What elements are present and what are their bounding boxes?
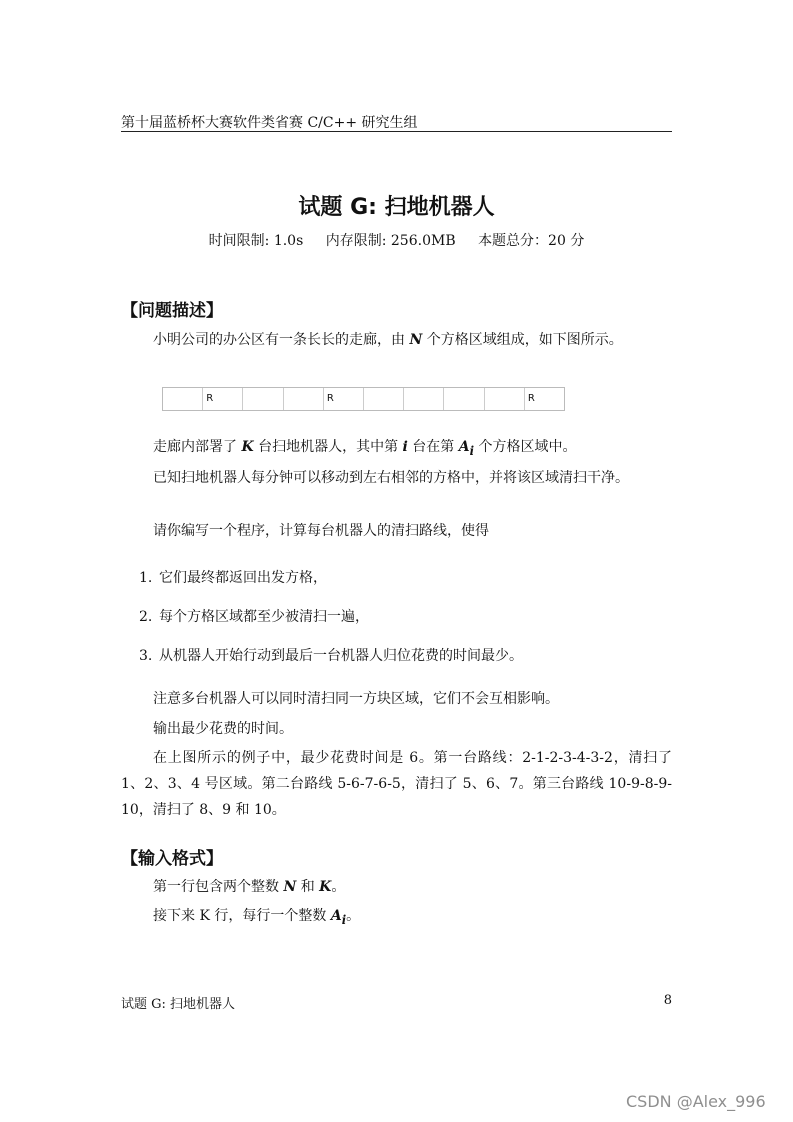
paragraph-intro: 小明公司的办公区有一条长长的走廊，由 N 个方格区域组成，如下图所示。 (153, 332, 623, 348)
list-item: 2. 每个方格区域都至少被清扫一遍， (139, 609, 369, 625)
corridor-cell (364, 388, 404, 410)
paragraph-robots: 走廊内部署了 K 台扫地机器人，其中第 i 台在第 $A_i$ 个方格区域中。 (153, 439, 577, 458)
paragraph-input-next-lines: 接下来 K 行，每行一个整数 $A_i$。 (153, 908, 361, 927)
paragraph-note: 注意多台机器人可以同时清扫同一方块区域，它们不会互相影响。 (153, 691, 559, 707)
corridor-cell (163, 388, 203, 410)
time-limit: 时间限制: 1.0s (208, 233, 304, 249)
corridor-cell: R (527, 393, 535, 404)
problem-meta (0, 230, 793, 250)
problem-title: 试题 G: 扫地机器人 (298, 195, 495, 220)
section-heading-description: 【问题描述】 (121, 301, 223, 321)
paragraph-example: 在上图所示的例子中，最少花费时间是 6。第一台路线：2-1-2-3-4-3-2，清扫了 1、2、3、4 号区域。第二台路线 5-6-7-6-5，清扫了 5、6、7。第三台路线 10-9-8-9-10，清扫了 8、9 和 10。 (121, 750, 672, 818)
list-item: 1. 它们最终都返回出发方格， (139, 570, 327, 586)
footer-title: 试题 G: 扫地机器人 (121, 997, 236, 1012)
corridor-cell (444, 388, 484, 410)
corridor-cell: R (203, 388, 243, 410)
header-rule (121, 131, 672, 132)
paragraph-output: 输出最少花费的时间。 (153, 721, 293, 737)
page-number: 8 (663, 993, 672, 1008)
corridor-cell (404, 388, 444, 410)
corridor-cell (485, 388, 525, 410)
paragraph-movement: 已知扫地机器人每分钟可以移动到左右相邻的方格中，并将该区域清扫干净。 (153, 470, 629, 486)
paragraph-task: 请你编写一个程序，计算每台机器人的清扫路线，使得 (153, 523, 489, 539)
total-score: 本题总分：20 分 (478, 233, 585, 249)
memory-limit: 内存限制: 256.0MB (325, 233, 456, 249)
section-heading-input: 【输入格式】 (121, 849, 223, 869)
corridor-cell: R (324, 388, 364, 410)
running-header: 第十届蓝桥杯大赛软件类省赛 C/C++ 研究生组 (121, 115, 418, 131)
corridor-cell (243, 388, 283, 410)
corridor-diagram (162, 387, 565, 411)
paragraph-input-first-line: 第一行包含两个整数 N 和 K。 (153, 879, 346, 895)
corridor-cell (284, 388, 324, 410)
watermark: CSDN @Alex_996 (626, 1092, 766, 1111)
list-item: 3. 从机器人开始行动到最后一台机器人归位花费的时间最少。 (139, 648, 523, 664)
